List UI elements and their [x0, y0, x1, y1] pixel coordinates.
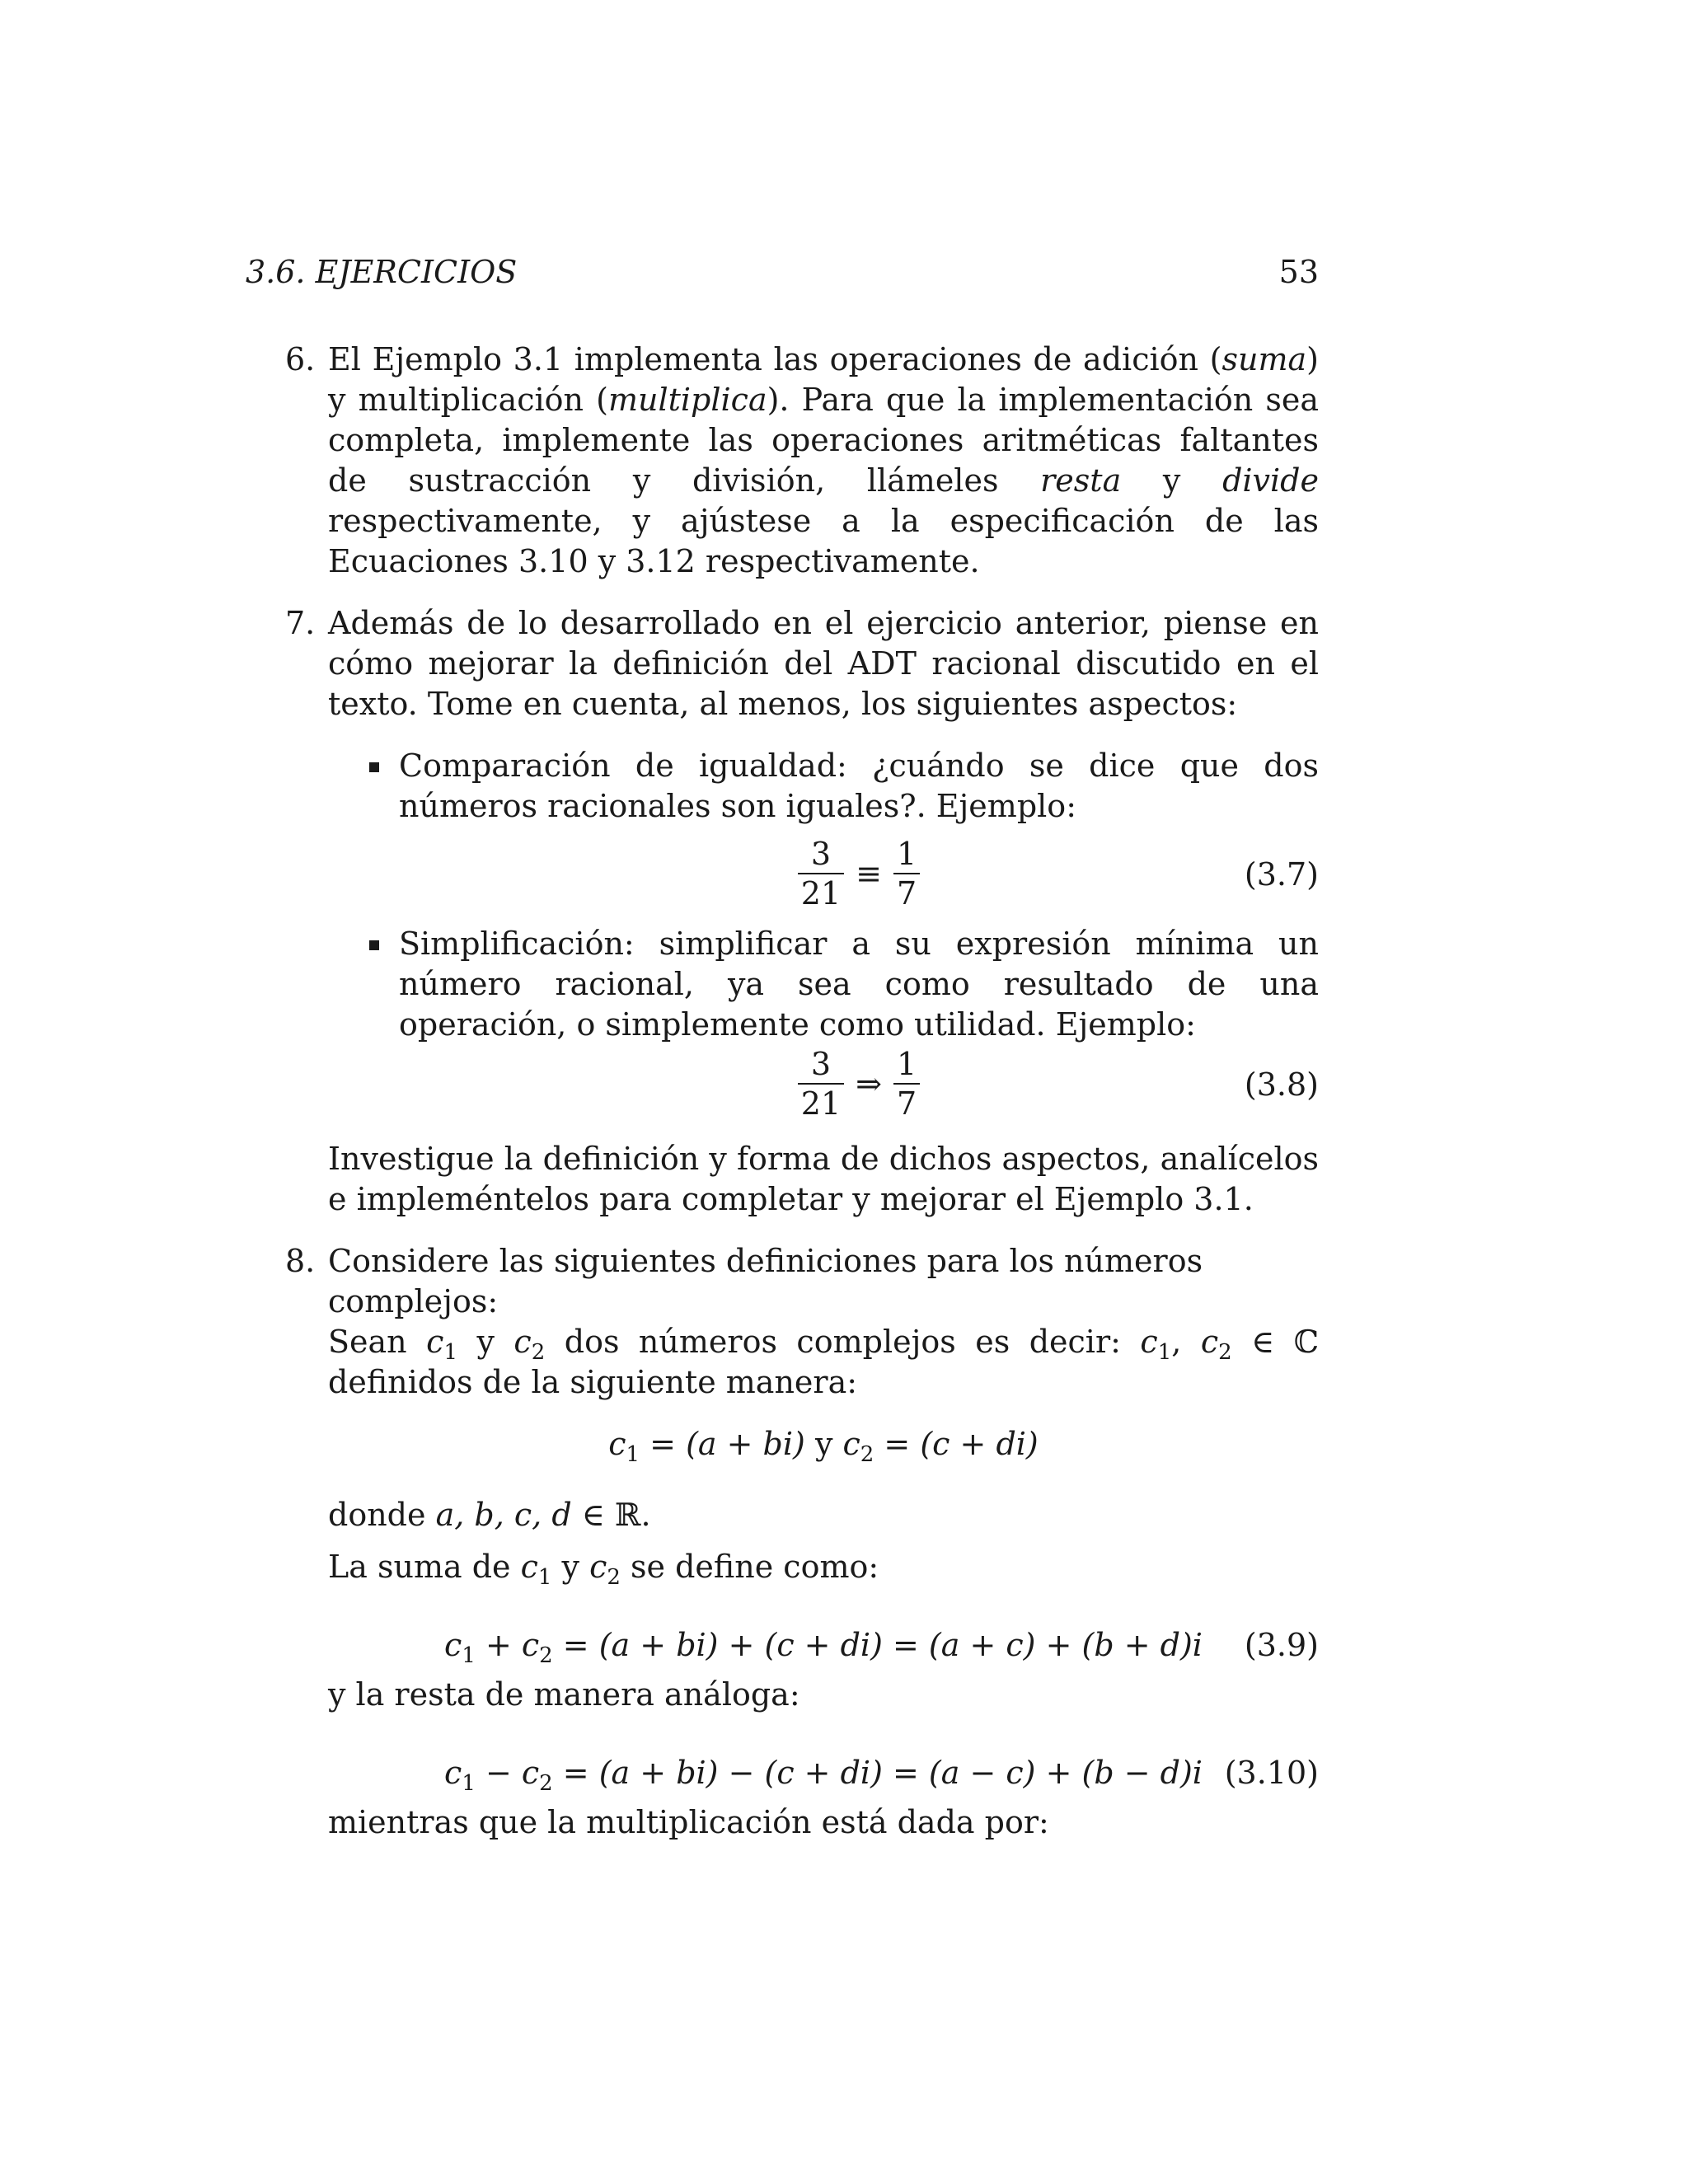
aspect-item — [328, 924, 1319, 1127]
equation-3-7 — [399, 835, 1319, 917]
resta-intro: y la resta de manera análoga: — [328, 1676, 800, 1713]
donde-line: donde a, b, c, d ∈ ℝ. — [328, 1497, 651, 1533]
equivalence-symbol: ≡ — [856, 855, 882, 892]
exercise-6-text: El Ejemplo 3.1 implementa las operaciones de adición (suma) y multiplicación (multiplica). Para que la implementación sea completa, implemente las operaciones aritméticas faltantes de sustracción y división, llámeles resta y divide respectivamente, y ajústese a la especificación de las Ecuaciones 3.10 y 3.12 respectivamente. — [328, 341, 1319, 579]
exercise-8-line1: Considere las siguientes definiciones para los números complejos: — [328, 1243, 1203, 1319]
running-head — [246, 254, 1319, 295]
code-resta: resta — [1040, 462, 1122, 499]
fraction: $\frac{1}{7}$ — [893, 835, 920, 912]
exercise-number: 8. — [285, 1243, 316, 1279]
page-number: 53 — [1278, 254, 1319, 290]
exercise-8 — [246, 1241, 1319, 1843]
fraction: $\frac{3}{21}$ — [798, 835, 844, 912]
aspect-text: Comparación de igualdad: ¿cuándo se dice que dos números racionales son iguales?. Ejemplo: — [399, 748, 1319, 824]
equation-label: (3.7) — [1244, 856, 1319, 893]
code-suma: suma — [1221, 341, 1307, 377]
exercise-7-closing: Investigue la definición y forma de dichos aspectos, analícelos e impleméntelos para completar y mejorar el Ejemplo 3.1. — [328, 1141, 1319, 1217]
equation-3-8 — [399, 1045, 1319, 1127]
equation-3-9: $c_1 + c_2 = (a + bi) + (c + di) = (a + c) + (b + d)i$ (3.9) — [444, 1627, 1319, 1668]
exercise-number: 6. — [285, 341, 316, 377]
mult-intro: mientras que la multiplicación está dada por: — [328, 1804, 1049, 1840]
aspect-text: Simplificación: simplificar a su expresión mínima un número racional, ya sea como resultado de una operación, o simplemente como utilidad. Ejemplo: — [399, 926, 1319, 1043]
exercise-number: 7. — [285, 605, 316, 641]
equation-label: (3.10) — [1224, 1755, 1319, 1791]
bullet-square-icon — [369, 940, 379, 950]
aspect-item — [328, 746, 1319, 917]
exercise-8-definition: Sean $c_1$ y $c_2$ dos números complejos es decir: $c_1$, $c_2$ ∈ ℂ definidos de la siguiente manera: — [328, 1324, 1319, 1400]
equation-3-10: $c_1 - c_2 = (a + bi) - (c + di) = (a - c) + (b - d)i$ (3.10) — [444, 1755, 1319, 1796]
equation-label: (3.9) — [1244, 1627, 1319, 1663]
fraction: $\frac{1}{7}$ — [893, 1045, 920, 1122]
exercise-7 — [246, 603, 1319, 1220]
body-text — [246, 340, 1319, 1864]
exercise-7-intro: Además de lo desarrollado en el ejercicio anterior, piense en cómo mejorar la definición del ADT racional discutido en el texto. Tome en cuenta, al menos, los siguientes aspectos: — [328, 605, 1319, 722]
suma-intro: La suma de $c_1$ y $c_2$ se define como: — [328, 1549, 879, 1590]
code-multiplica: multiplica — [607, 382, 767, 418]
code-divide: divide — [1222, 462, 1319, 499]
implies-arrow-icon: ⇒ — [856, 1065, 882, 1102]
fraction: $\frac{3}{21}$ — [798, 1045, 844, 1122]
section-title: 3.6. EJERCICIOS — [246, 254, 518, 290]
exercise-6 — [246, 340, 1319, 582]
equation-label: (3.8) — [1244, 1066, 1319, 1103]
complex-definition: $c_1 = (a + bi)$ y $c_2 = (c + di)$ — [608, 1426, 1039, 1467]
bullet-square-icon — [369, 762, 379, 772]
aspect-list — [328, 746, 1319, 1127]
